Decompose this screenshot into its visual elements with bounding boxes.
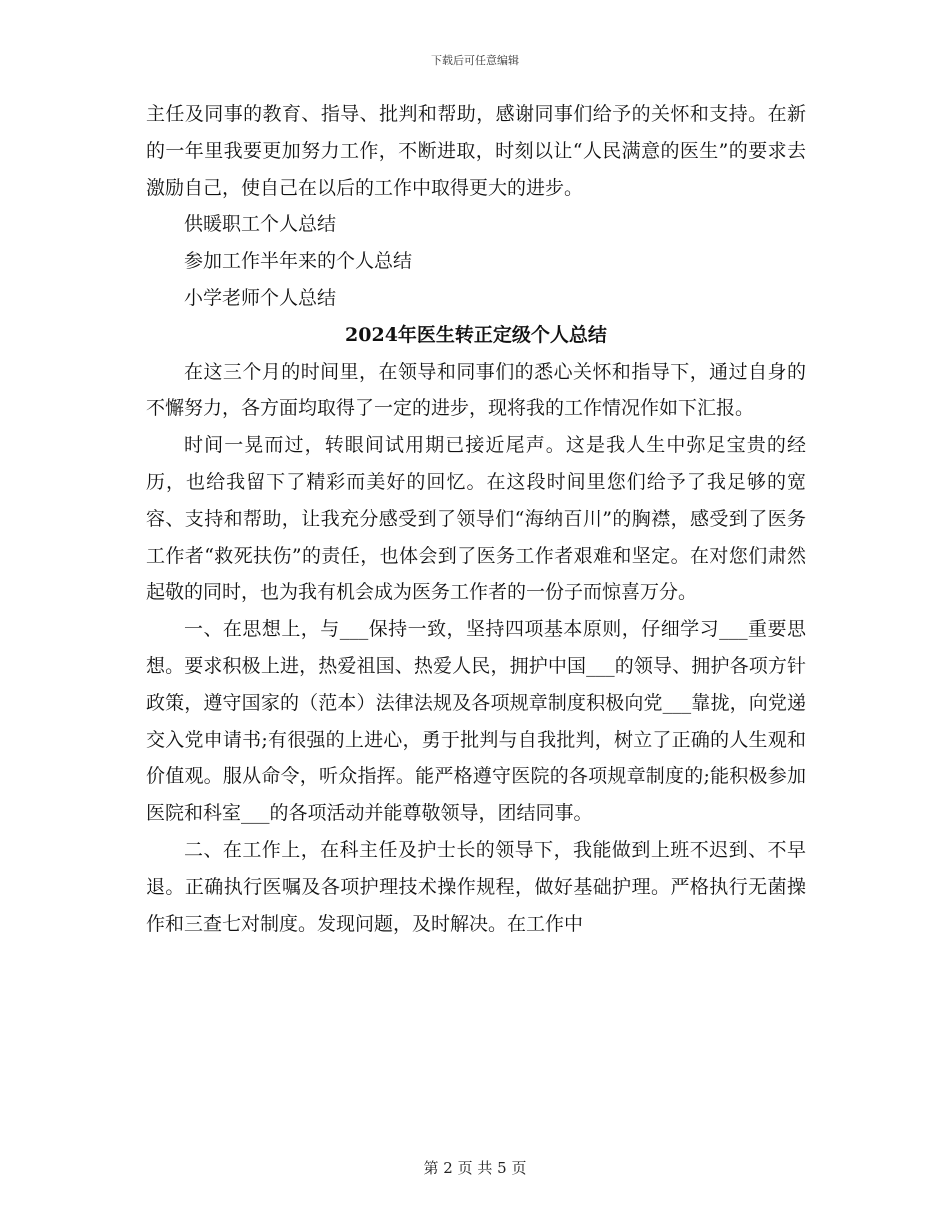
body-paragraph-4: 二、在工作上，在科主任及护士长的领导下，我能做到上班不迟到、不早退。正确执行医嘱及各项护理技术操作规程，做好基础护理。严格执行无菌操作和三查七对制度。发现问题，及时解决。在工作中 [146, 838, 806, 935]
document-title: 2024年医生转正定级个人总结 [345, 323, 607, 346]
page-number: 第 2 页 共 5 页 [423, 1159, 527, 1177]
body-paragraph-2: 时间一晃而过，转眼间试用期已接近尾声。这是我人生中弥足宝贵的经历，也给我留下了精彩而美好的回忆。在这段时间里您们给予了我足够的宽容、支持和帮助，让我充分感受到了领导们“海纳百川”的胸襟，感受到了医务工作者“救死扶伤”的责任，也体会到了医务工作者艰难和坚定。在对您们肃然起敬的同时，也为我有机会成为医务工作者的一份子而惊喜万分。 [146, 434, 806, 604]
related-link-3[interactable]: 小学老师个人总结 [184, 286, 337, 309]
body-paragraph-1: 在这三个月的时间里，在领导和同事们的悉心关怀和指导下，通过自身的不懈努力，各方面均取得了一定的进步，现将我的工作情况作如下汇报。 [146, 360, 806, 420]
document-body [146, 96, 806, 942]
related-link-1[interactable]: 供暖职工个人总结 [184, 213, 337, 236]
intro-paragraph: 主任及同事的教育、指导、批判和帮助，感谢同事们给予的关怀和支持。在新的一年里我要更加努力工作，不断进取，时刻以让“人民满意的医生”的要求去激励自己，使自己在以后的工作中取得更大的进步。 [146, 103, 806, 199]
body-paragraph-3: 一、在思想上，与___保持一致，坚持四项基本原则，仔细学习___重要思想。要求积极上进，热爱祖国、热爱人民，拥护中国___的领导、拥护各项方针政策，遵守国家的（范本）法律法规及各项规章制度积极向党___靠拢，向党递交入党申请书;有很强的上进心，勇于批判与自我批判，树立了正确的人生观和价值观。服从命令，听众指挥。能严格遵守医院的各项规章制度的;能积极参加医院和科室___的各项活动并能尊敬领导，团结同事。 [146, 618, 806, 825]
page-header-note: 下载后可任意编辑 [431, 54, 519, 67]
related-link-2[interactable]: 参加工作半年来的个人总结 [184, 250, 413, 273]
